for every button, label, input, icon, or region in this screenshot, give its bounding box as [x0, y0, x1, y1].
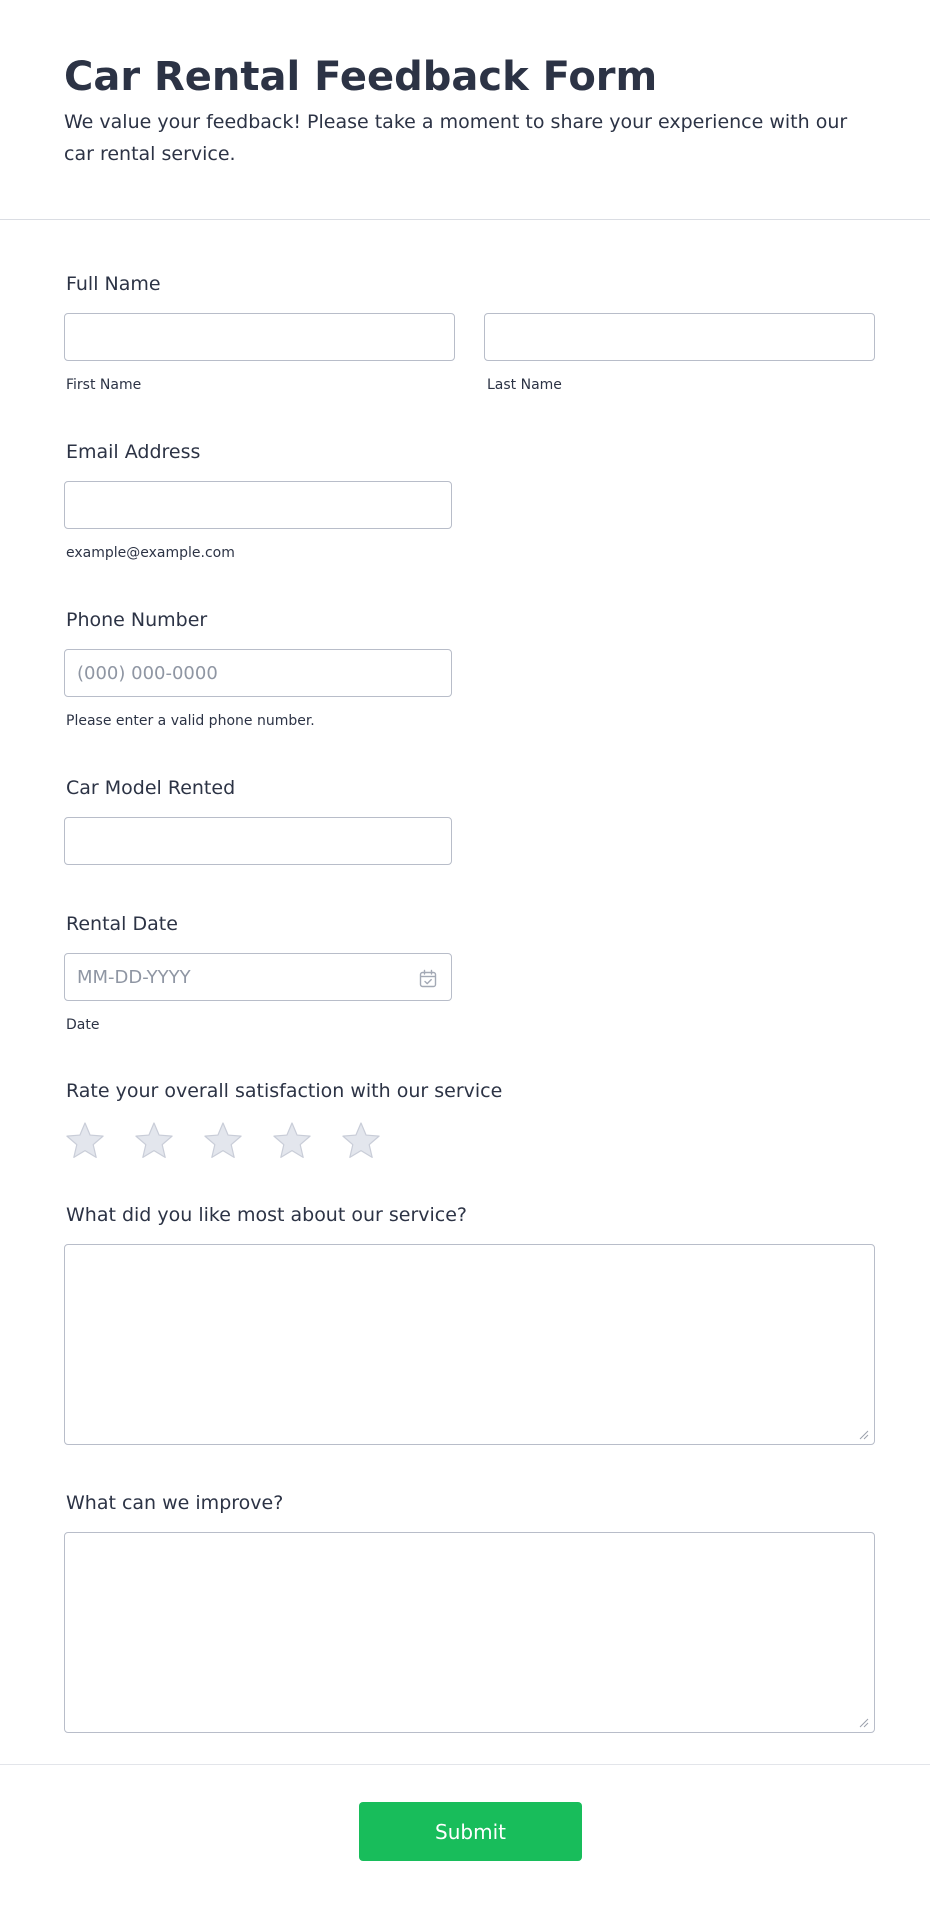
rental-date-input[interactable]: [64, 953, 452, 1001]
improve-textarea[interactable]: [64, 1532, 875, 1733]
resize-handle-icon[interactable]: [859, 1718, 869, 1728]
phone-label: Phone Number: [66, 609, 208, 631]
calendar-icon[interactable]: [418, 969, 438, 989]
rating-label: Rate your overall satisfaction with our service: [66, 1080, 503, 1102]
email-input[interactable]: [64, 481, 452, 529]
phone-input[interactable]: [64, 649, 452, 697]
phone-sublabel: Please enter a valid phone number.: [66, 713, 315, 729]
email-sublabel: example@example.com: [66, 545, 235, 561]
form-title: Car Rental Feedback Form: [64, 54, 658, 100]
star-icon[interactable]: [133, 1120, 175, 1162]
liked-textarea[interactable]: [64, 1244, 875, 1445]
star-icon[interactable]: [340, 1120, 382, 1162]
rental-date-sublabel: Date: [66, 1017, 100, 1033]
form-header: [0, 0, 930, 220]
improve-label: What can we improve?: [66, 1492, 284, 1514]
liked-label: What did you like most about our service?: [66, 1204, 468, 1226]
rental-date-label: Rental Date: [66, 913, 178, 935]
full-name-label: Full Name: [66, 273, 161, 295]
email-label: Email Address: [66, 441, 201, 463]
resize-handle-icon[interactable]: [859, 1430, 869, 1440]
star-icon[interactable]: [271, 1120, 313, 1162]
star-icon[interactable]: [64, 1120, 106, 1162]
car-model-label: Car Model Rented: [66, 777, 236, 799]
form-subtitle: We value your feedback! Please take a moment to share your experience with our car rental service.: [64, 111, 848, 165]
footer-divider: [0, 1764, 930, 1765]
star-icon[interactable]: [202, 1120, 244, 1162]
last-name-input[interactable]: [484, 313, 875, 361]
submit-button[interactable]: Submit: [359, 1802, 582, 1861]
first-name-input[interactable]: [64, 313, 455, 361]
last-name-sublabel: Last Name: [487, 377, 562, 393]
car-model-input[interactable]: [64, 817, 452, 865]
first-name-sublabel: First Name: [66, 377, 142, 393]
